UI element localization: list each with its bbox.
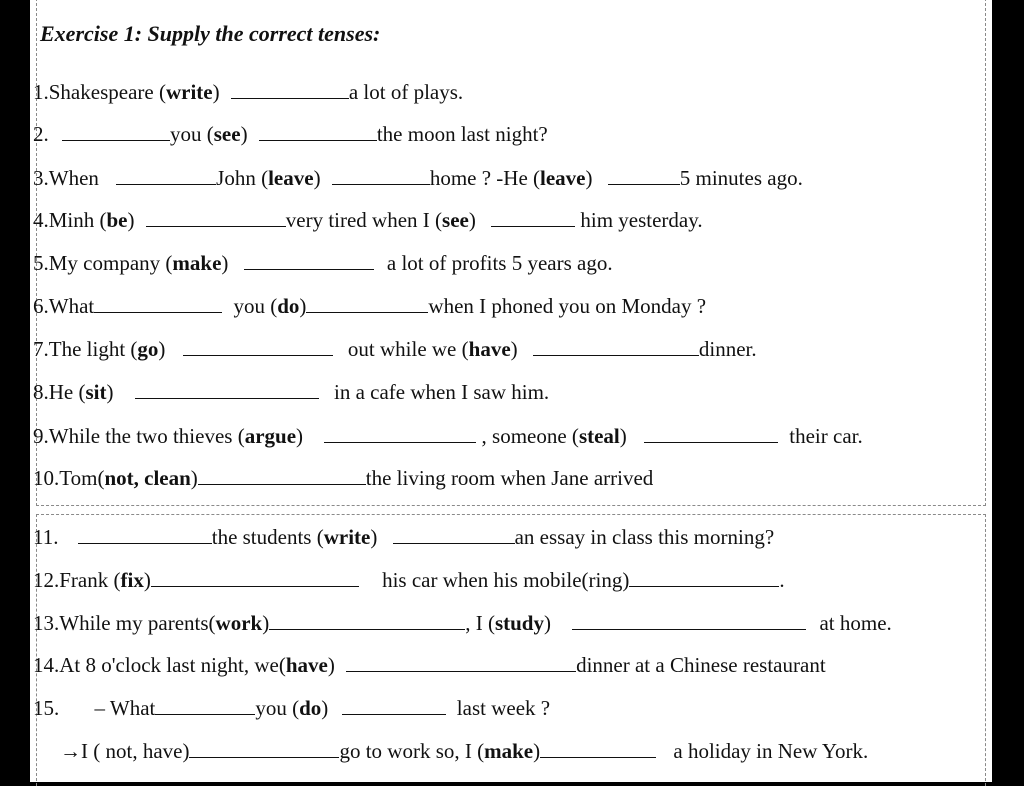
answer-blank[interactable] xyxy=(259,139,377,141)
answer-blank[interactable] xyxy=(198,483,366,485)
answer-blank[interactable] xyxy=(393,542,515,544)
answer-blank[interactable] xyxy=(116,183,216,185)
answer-blank[interactable] xyxy=(608,183,680,185)
exercise-line-5: 5.My company (make) a lot of profits 5 years ago. xyxy=(33,251,613,275)
answer-blank[interactable] xyxy=(269,628,465,630)
answer-blank[interactable] xyxy=(151,585,359,587)
answer-blank[interactable] xyxy=(183,354,333,356)
answer-blank[interactable] xyxy=(78,542,212,544)
answer-blank[interactable] xyxy=(324,441,476,443)
exercise-line-11: 11. the students (write) an essay in class this morning? xyxy=(33,525,775,549)
exercise-line-13: 13.While my parents(work) , I (study) at home. xyxy=(33,611,892,635)
exercise-line-6: 6.What you (do) when I phoned you on Monday ? xyxy=(33,294,707,318)
exercise-line-7: 7.The light (go) out while we (have) dinner. xyxy=(33,337,757,361)
answer-blank[interactable] xyxy=(533,354,699,356)
exercise-line-12: 12.Frank (fix) his car when his mobile(ring) . xyxy=(33,568,785,592)
exercise-line-15: 15. – What you (do) last week ? xyxy=(33,696,551,720)
exercise-line-10: 10.Tom(not, clean) the living room when Jane arrived xyxy=(33,466,654,490)
answer-blank[interactable] xyxy=(135,397,319,399)
exercise-line-9: 9.While the two thieves (argue) , someone (steal) their car. xyxy=(33,424,863,448)
exercise-line-8: 8.He (sit) in a cafe when I saw him. xyxy=(33,380,550,404)
answer-blank[interactable] xyxy=(155,713,255,715)
exercise-line-1: 1.Shakespeare (write) a lot of plays. xyxy=(33,80,464,104)
answer-blank[interactable] xyxy=(244,268,374,270)
answer-blank[interactable] xyxy=(572,628,806,630)
answer-blank[interactable] xyxy=(231,97,349,99)
exercise-line-3: 3.When John (leave) home ? -He (leave) 5 minutes ago. xyxy=(33,166,803,190)
exercise-title: Exercise 1: Supply the correct tenses: xyxy=(40,21,381,46)
answer-blank[interactable] xyxy=(644,441,778,443)
answer-blank[interactable] xyxy=(94,311,222,313)
answer-blank[interactable] xyxy=(346,670,576,672)
exercise-line-4: 4.Minh (be) very tired when I (see) him yesterday. xyxy=(33,208,703,232)
exercise-line-15-answer: →I ( not, have) go to work so, I (make) a holiday in New York. xyxy=(60,739,869,763)
arrow-right-icon: → xyxy=(60,739,81,763)
worksheet xyxy=(30,0,992,782)
answer-blank[interactable] xyxy=(332,183,430,185)
answer-blank[interactable] xyxy=(146,225,286,227)
answer-blank[interactable] xyxy=(189,756,339,758)
answer-blank[interactable] xyxy=(540,756,656,758)
answer-blank[interactable] xyxy=(629,585,779,587)
answer-blank[interactable] xyxy=(342,713,446,715)
answer-blank[interactable] xyxy=(306,311,428,313)
answer-blank[interactable] xyxy=(62,139,170,141)
exercise-line-2: 2. you (see) the moon last night? xyxy=(33,122,548,146)
exercise-line-14: 14.At 8 o'clock last night, we(have) dinner at a Chinese restaurant xyxy=(33,653,826,677)
answer-blank[interactable] xyxy=(491,225,575,227)
